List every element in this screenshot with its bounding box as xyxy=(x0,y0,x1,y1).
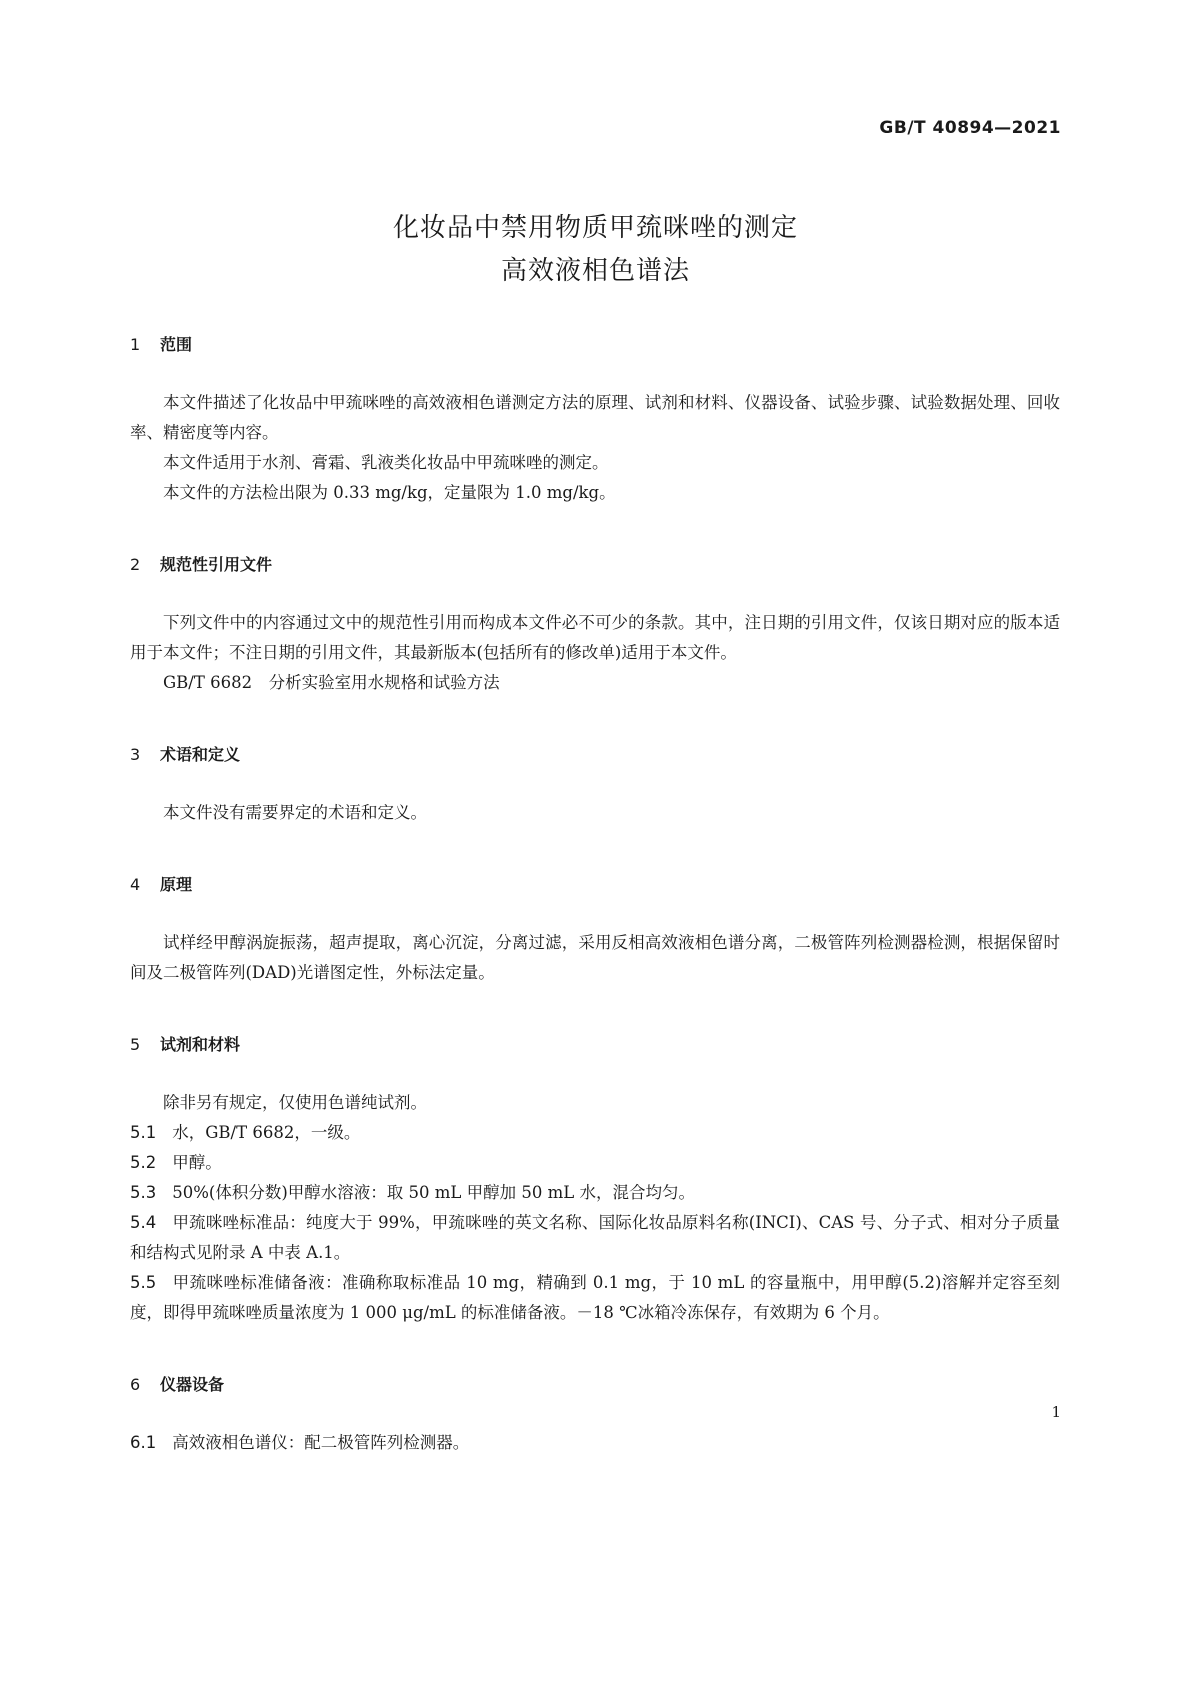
paragraph: 本文件适用于水剂、膏霜、乳液类化妆品中甲巯咪唑的测定。 xyxy=(163,453,609,472)
list-item: 5.5 甲巯咪唑标准储备液：准确称取标准品 10 mg，精确到 0.1 mg，于 10 mL 的容量瓶中，用甲醇(5.2)溶解并定容至刻度，即得甲巯咪唑质量浓度为 1 000 μg/mL 的标准储备液。－18 ℃冰箱冷冻保存，有效期为 6 个月。 xyxy=(130,1273,1060,1322)
list-item: 5.2 甲醇。 xyxy=(130,1153,222,1172)
paragraph: 下列文件中的内容通过文中的规范性引用而构成本文件必不可少的条款。其中，注日期的引用文件，仅该日期对应的版本适用于本文件；不注日期的引用文件，其最新版本(包括所有的修改单)适用于本文件。 xyxy=(130,613,1060,662)
list-item: 5.4 甲巯咪唑标准品：纯度大于 99%，甲巯咪唑的英文名称、国际化妆品原料名称(INCI)、CAS 号、分子式、相对分子质量和结构式见附录 A 中表 A.1。 xyxy=(130,1213,1060,1262)
section-heading-principle: 4 原理 xyxy=(130,875,193,894)
document-title: 化妆品中禁用物质甲巯咪唑的测定 xyxy=(392,213,798,243)
list-item: 5.3 50%(体积分数)甲醇水溶液：取 50 mL 甲醇加 50 mL 水，混合均匀。 xyxy=(130,1183,695,1202)
section-heading-normative-references: 2 规范性引用文件 xyxy=(130,555,273,574)
standard-code: GB/T 40894—2021 xyxy=(879,118,1061,138)
paragraph: 试样经甲醇涡旋振荡，超声提取，离心沉淀，分离过滤，采用反相高效液相色谱分离，二极管阵列检测器检测，根据保留时间及二极管阵列(DAD)光谱图定性，外标法定量。 xyxy=(130,933,1060,982)
paragraph: 本文件没有需要界定的术语和定义。 xyxy=(163,803,427,822)
document-subtitle: 高效液相色谱法 xyxy=(500,256,690,286)
paragraph: 除非另有规定，仅使用色谱纯试剂。 xyxy=(163,1093,427,1112)
section-heading-scope: 1 范围 xyxy=(130,335,193,354)
paragraph: 本文件描述了化妆品中甲巯咪唑的高效液相色谱测定方法的原理、试剂和材料、仪器设备、试验步骤、试验数据处理、回收率、精密度等内容。 xyxy=(130,393,1060,442)
reference-entry: GB/T 6682 分析实验室用水规格和试验方法 xyxy=(163,673,500,692)
document-body xyxy=(130,330,1060,1458)
list-item: 5.1 水，GB/T 6682，一级。 xyxy=(130,1123,361,1142)
paragraph: 本文件的方法检出限为 0.33 mg/kg，定量限为 1.0 mg/kg。 xyxy=(163,483,616,502)
section-heading-terms: 3 术语和定义 xyxy=(130,745,241,764)
list-item: 6.1 高效液相色谱仪：配二极管阵列检测器。 xyxy=(130,1433,470,1452)
section-heading-reagents: 5 试剂和材料 xyxy=(130,1035,241,1054)
page-number: 1 xyxy=(1051,1403,1061,1421)
section-heading-apparatus: 6 仪器设备 xyxy=(130,1375,225,1394)
